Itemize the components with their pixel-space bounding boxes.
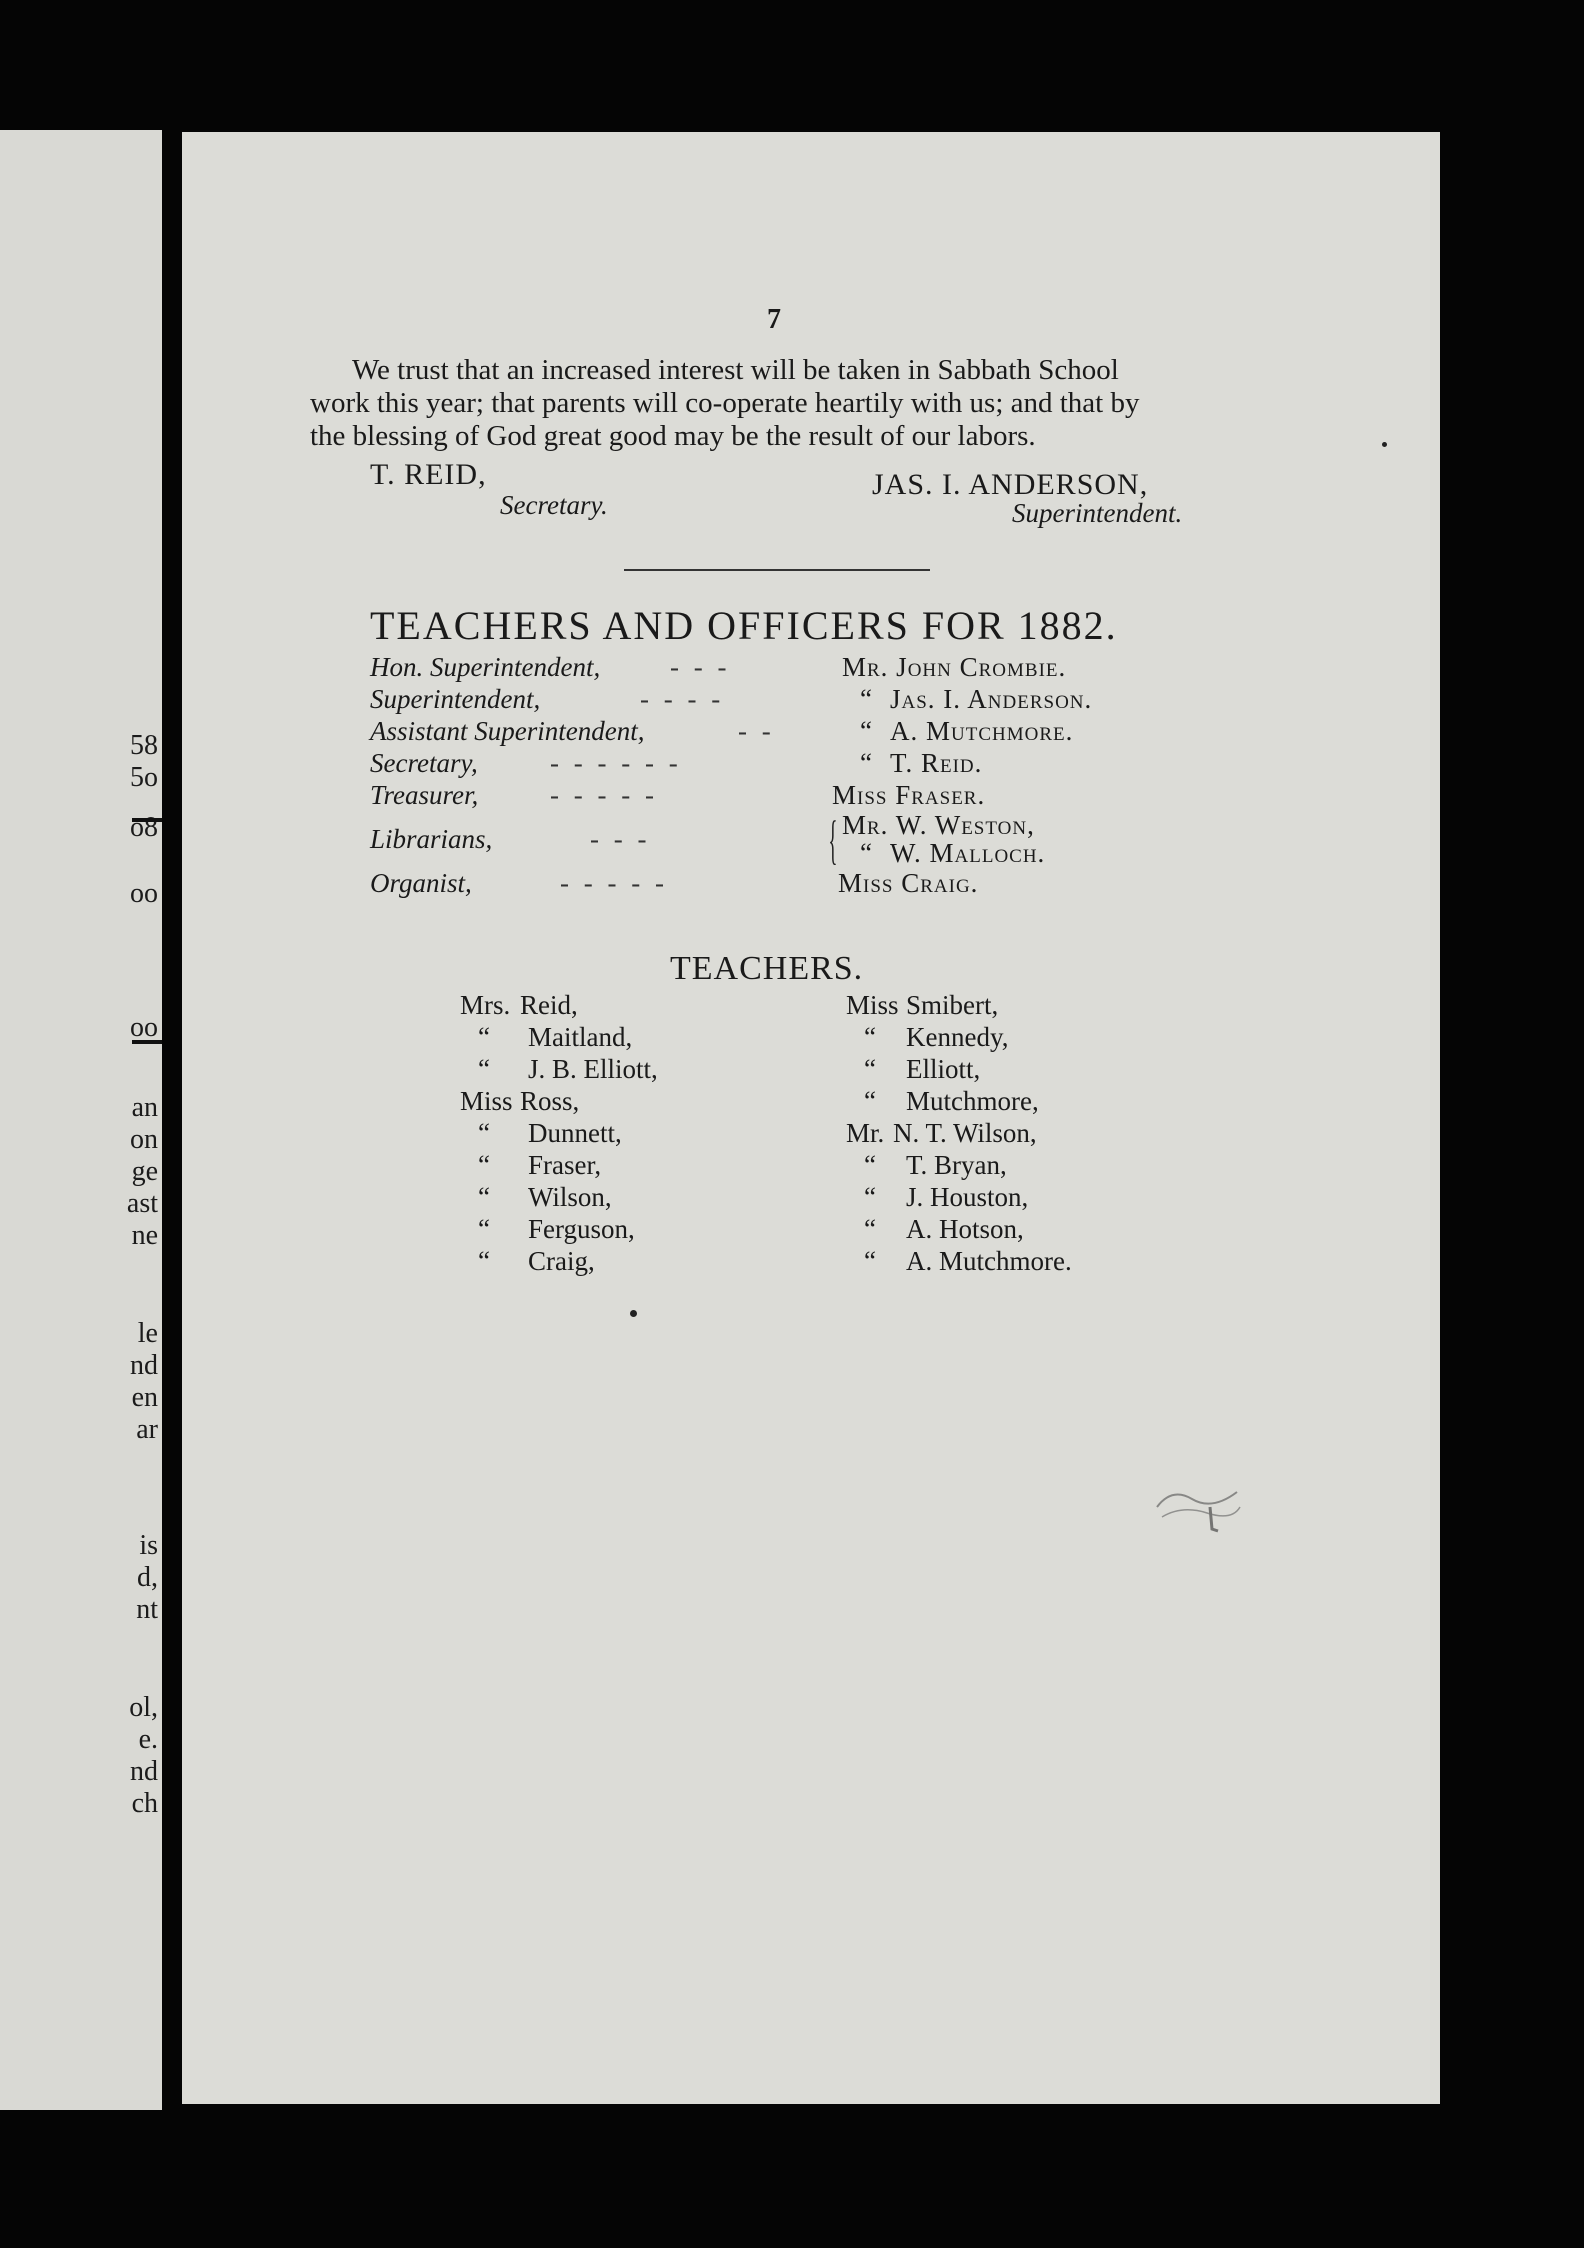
officer-name: Miss Fraser. (832, 780, 986, 810)
officer-name: T. Reid. (890, 748, 983, 778)
leader-dashes: - - - - - (560, 868, 668, 898)
ditto-mark: “ (478, 1118, 490, 1148)
teacher-name: Fraser, (528, 1150, 602, 1180)
officer-row-librarians (370, 812, 1390, 868)
left-page-fragment: o8 (130, 812, 158, 843)
officer-role: Librarians, (370, 824, 493, 854)
teacher-name: Craig, (528, 1246, 595, 1276)
section-divider (624, 569, 930, 571)
teacher-name: J. B. Elliott, (528, 1054, 658, 1084)
teacher-row (846, 1022, 1206, 1054)
left-page-fragment: ast (126, 1188, 158, 1219)
left-page-fragment: le (137, 1318, 158, 1349)
page-number: 7 (767, 304, 781, 335)
left-page-fragment: is (139, 1530, 158, 1561)
ditto-mark: “ (864, 1214, 876, 1244)
teacher-name: Smibert, (906, 990, 999, 1020)
ditto-mark: “ (864, 1054, 876, 1084)
teacher-row (846, 1054, 1206, 1086)
teacher-row (460, 1054, 820, 1086)
ditto-mark: “ (864, 1086, 876, 1116)
brace-icon: { (828, 810, 838, 870)
ink-speck (630, 1310, 637, 1317)
teacher-row (846, 990, 1206, 1022)
officers-list (370, 652, 1390, 900)
leader-dashes: - - - - (640, 684, 725, 714)
officer-role: Treasurer, (370, 780, 479, 810)
teacher-row (460, 990, 820, 1022)
teacher-title: Mr. (846, 1118, 885, 1148)
teachers-list-right (846, 990, 1206, 1278)
ditto-mark: “ (860, 748, 872, 778)
teacher-name: J. Houston, (906, 1182, 1029, 1212)
ditto-mark: “ (860, 684, 872, 714)
ditto-mark: “ (864, 1022, 876, 1052)
teacher-row (460, 1022, 820, 1054)
teacher-name: Maitland, (528, 1022, 633, 1052)
teacher-title: Miss (846, 990, 899, 1020)
intro-paragraph (310, 354, 1310, 453)
teachers-heading: TEACHERS. (670, 950, 864, 987)
teacher-name: Ross, (520, 1086, 580, 1116)
document-page (182, 132, 1440, 2104)
signature-name: T. REID, (370, 458, 487, 491)
page-gutter (162, 120, 184, 2120)
officer-name: Mr. W. Weston, (842, 810, 1035, 840)
teacher-row (846, 1086, 1206, 1118)
teacher-name: Dunnett, (528, 1118, 622, 1148)
ditto-mark: “ (864, 1246, 876, 1276)
teacher-row (460, 1150, 820, 1182)
ditto-mark: “ (478, 1214, 490, 1244)
left-page-fragment: ne (131, 1220, 158, 1251)
intro-line: work this year; that parents will co-operate heartily with us; and that by (310, 387, 1140, 419)
signature-superintendent (872, 468, 1182, 529)
officer-row (370, 868, 1390, 900)
officer-name: Miss Craig. (838, 868, 979, 898)
teacher-row (846, 1182, 1206, 1214)
ditto-mark: “ (864, 1150, 876, 1180)
teacher-title: Miss (460, 1086, 513, 1116)
officer-name: Mr. John Crombie. (842, 652, 1067, 682)
teacher-name: Wilson, (528, 1182, 612, 1212)
teacher-name: Reid, (520, 990, 578, 1020)
officer-role: Secretary, (370, 748, 478, 778)
left-page-fragment: e. (138, 1724, 158, 1755)
teacher-row (460, 1246, 820, 1278)
left-page-fragment: en (131, 1382, 158, 1413)
ink-smudge (1152, 1477, 1242, 1537)
officer-role: Organist, (370, 868, 472, 898)
left-page-fragment: oo (130, 878, 158, 909)
teacher-row (460, 1214, 820, 1246)
ditto-mark: “ (478, 1150, 490, 1180)
left-page-fragment: ch (131, 1788, 158, 1819)
officer-row (370, 716, 1390, 748)
left-page-fragment: ge (131, 1156, 158, 1187)
left-page-fragment: ol, (129, 1692, 158, 1723)
teacher-row (460, 1182, 820, 1214)
ditto-mark: “ (860, 716, 872, 746)
teacher-name: Ferguson, (528, 1214, 635, 1244)
teacher-row (846, 1150, 1206, 1182)
teacher-row (460, 1118, 820, 1150)
section-heading: TEACHERS AND OFFICERS FOR 1882. (370, 603, 1118, 648)
leader-dashes: - - - (590, 824, 651, 854)
teacher-name: Kennedy, (906, 1022, 1009, 1052)
teacher-name: T. Bryan, (906, 1150, 1007, 1180)
teacher-name: A. Hotson, (906, 1214, 1024, 1244)
left-page-fragment: nd (130, 1756, 158, 1787)
total-rule (132, 1040, 162, 1044)
left-page-fragment: oo (130, 1012, 158, 1043)
teacher-row (846, 1118, 1206, 1150)
ditto-mark: “ (478, 1022, 490, 1052)
left-page-fragment: ar (136, 1414, 158, 1445)
officer-row (370, 684, 1390, 716)
left-page-fragment: nt (136, 1594, 158, 1625)
left-page-fragment: 5o (130, 762, 158, 793)
ditto-mark: “ (478, 1246, 490, 1276)
teachers-list-left (460, 990, 820, 1278)
ditto-mark: “ (860, 838, 872, 868)
teacher-name: Elliott, (906, 1054, 981, 1084)
signature-secretary (370, 458, 608, 521)
signature-role: Superintendent. (1012, 498, 1183, 528)
leader-dashes: - - (738, 716, 775, 746)
left-page-fragment: nd (130, 1350, 158, 1381)
left-page-fragment: on (130, 1124, 158, 1155)
officer-name: W. Malloch. (890, 838, 1046, 868)
left-page-edge (0, 130, 162, 2110)
teacher-name: Mutchmore, (906, 1086, 1039, 1116)
left-page-fragment: d, (137, 1562, 158, 1593)
ditto-mark: “ (478, 1054, 490, 1084)
officer-row (370, 748, 1390, 780)
officer-row (370, 652, 1390, 684)
teacher-name: A. Mutchmore. (906, 1246, 1072, 1276)
ditto-mark: “ (478, 1182, 490, 1212)
signature-role: Secretary. (500, 490, 608, 520)
leader-dashes: - - - - - - (550, 748, 682, 778)
teacher-title: Mrs. (460, 990, 511, 1020)
teacher-row (846, 1246, 1206, 1278)
teacher-name: N. T. Wilson, (893, 1118, 1037, 1148)
left-page-fragment: an (131, 1092, 158, 1123)
signature-name: JAS. I. ANDERSON, (872, 468, 1149, 501)
ink-speck (1382, 442, 1387, 447)
leader-dashes: - - - - - (550, 780, 658, 810)
officer-name: Jas. I. Anderson. (890, 684, 1093, 714)
teacher-row (846, 1214, 1206, 1246)
leader-dashes: - - - (670, 652, 731, 682)
intro-line: We trust that an increased interest will be taken in Sabbath School (352, 354, 1119, 386)
officer-role: Assistant Superintendent, (370, 716, 645, 746)
intro-line: the blessing of God great good may be the result of our labors. (310, 420, 1036, 452)
total-rule (132, 818, 162, 822)
officer-role: Superintendent, (370, 684, 541, 714)
officer-name: A. Mutchmore. (890, 716, 1074, 746)
left-page-fragment: 58 (130, 730, 158, 761)
officer-role: Hon. Superintendent, (370, 652, 601, 682)
teacher-row (460, 1086, 820, 1118)
ditto-mark: “ (864, 1182, 876, 1212)
officer-row (370, 780, 1390, 812)
